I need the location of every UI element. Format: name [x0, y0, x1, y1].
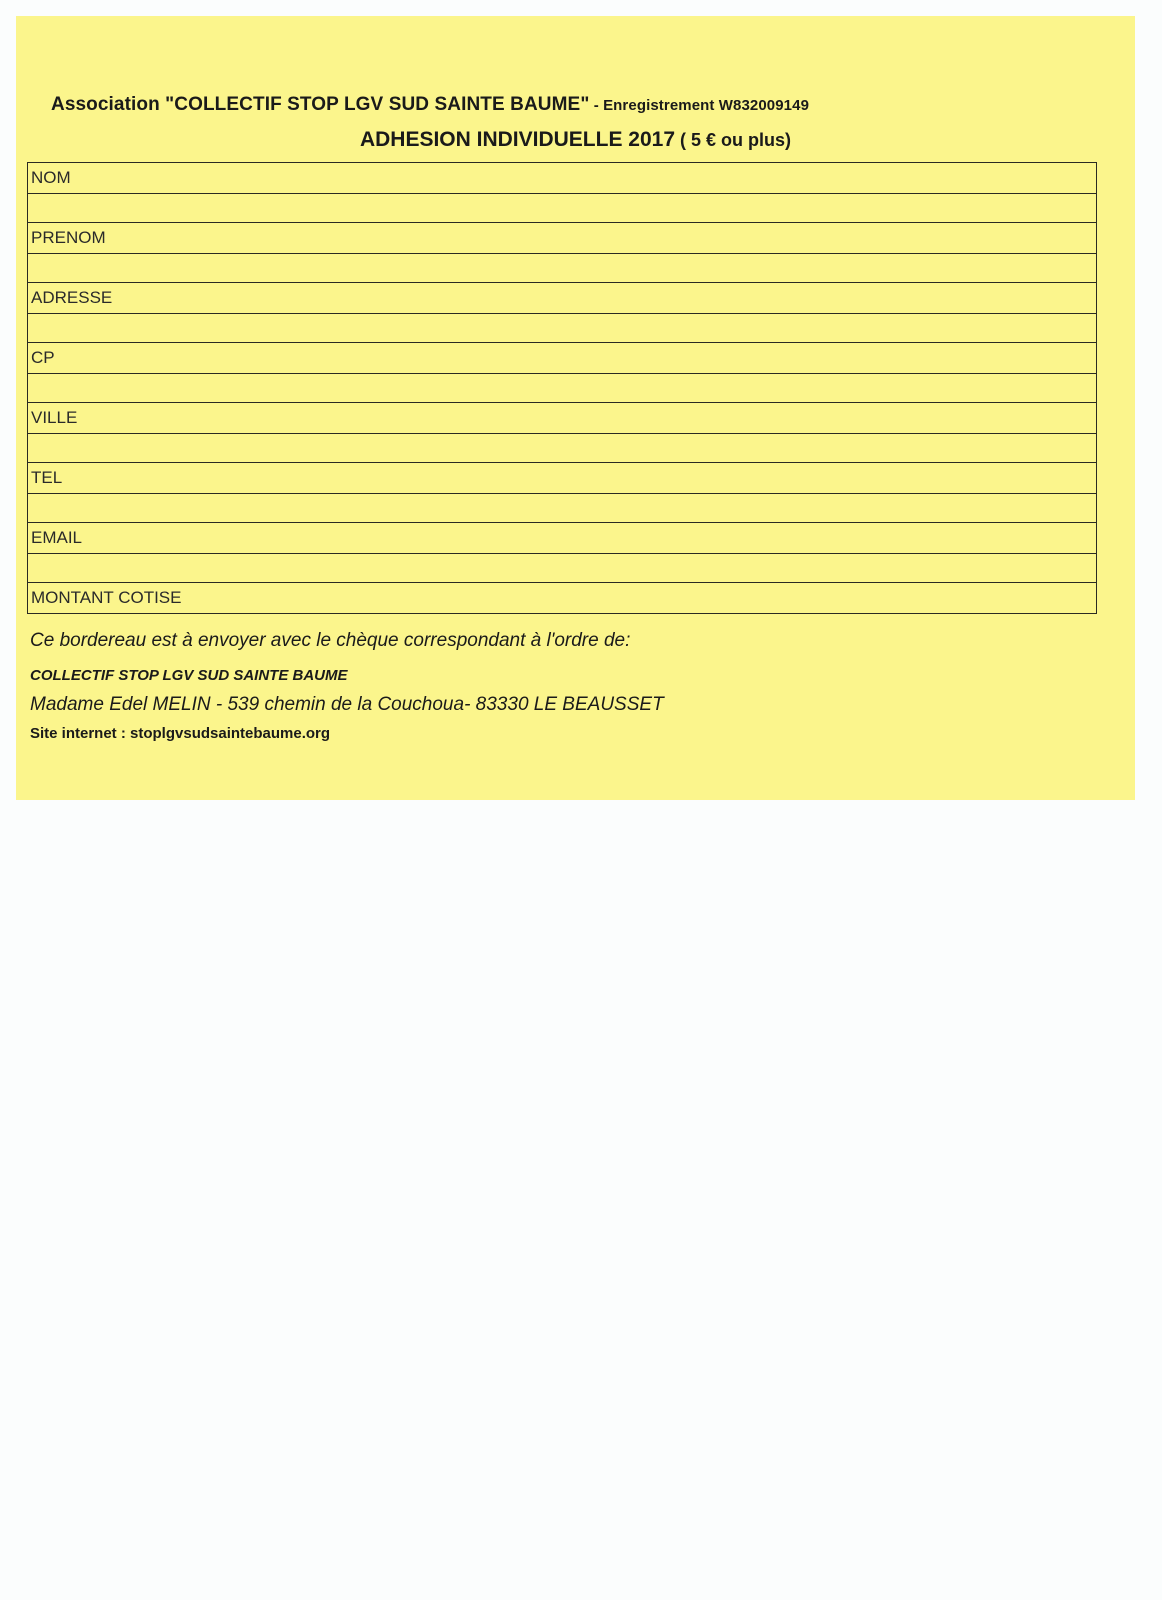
field-entry-ville[interactable]: [28, 434, 1097, 463]
field-label-nom: NOM: [28, 163, 1097, 194]
field-entry-cell[interactable]: [28, 194, 1097, 223]
field-entry-email[interactable]: [28, 554, 1097, 583]
field-entry-cell[interactable]: [28, 494, 1097, 523]
field-label-email: EMAIL: [28, 523, 1097, 554]
field-entry-tel[interactable]: [28, 494, 1097, 523]
membership-form-sheet: [16, 16, 1135, 800]
field-entry-prenom[interactable]: [28, 254, 1097, 283]
field-entry-nom[interactable]: [28, 194, 1097, 223]
form-title-amount: ( 5 € ou plus): [675, 130, 792, 150]
website-link[interactable]: Site internet : stoplgvsudsaintebaume.org: [30, 725, 331, 742]
mailing-address: Madame Edel MELIN - 539 chemin de la Couchoua- 83330 LE BEAUSSET: [30, 694, 664, 715]
registration-number: - Enregistrement W832009149: [589, 97, 810, 114]
field-row-adresse: [28, 283, 1097, 314]
field-entry-cell[interactable]: [28, 434, 1097, 463]
cheque-payee: COLLECTIF STOP LGV SUD SAINTE BAUME: [30, 667, 348, 684]
association-name: Association "COLLECTIF STOP LGV SUD SAINTE BAUME": [51, 94, 590, 115]
field-label-cp: CP: [28, 343, 1097, 374]
field-entry-cell[interactable]: [28, 554, 1097, 583]
form-title: [16, 128, 1135, 152]
mailing-instructions: Ce bordereau est à envoyer avec le chèque correspondant à l'ordre de:: [30, 630, 631, 651]
field-label-tel: TEL: [28, 463, 1097, 494]
field-label-montant: MONTANT COTISE: [28, 583, 1097, 614]
field-entry-cell[interactable]: [28, 254, 1097, 283]
field-row-nom: [28, 163, 1097, 194]
association-header: [51, 94, 809, 116]
field-label-adresse: ADRESSE: [28, 283, 1097, 314]
field-entry-adresse[interactable]: [28, 314, 1097, 343]
field-entry-cp[interactable]: [28, 374, 1097, 403]
field-row-prenom: [28, 223, 1097, 254]
field-entry-cell[interactable]: [28, 314, 1097, 343]
field-label-prenom: PRENOM: [28, 223, 1097, 254]
field-row-cp: [28, 343, 1097, 374]
field-entry-cell[interactable]: [28, 374, 1097, 403]
field-row-montant[interactable]: [28, 583, 1097, 614]
field-label-ville: VILLE: [28, 403, 1097, 434]
field-row-tel: [28, 463, 1097, 494]
field-row-email: [28, 523, 1097, 554]
form-title-main: ADHESION INDIVIDUELLE 2017: [359, 128, 676, 151]
field-row-ville: [28, 403, 1097, 434]
membership-fields-table: [27, 162, 1097, 614]
